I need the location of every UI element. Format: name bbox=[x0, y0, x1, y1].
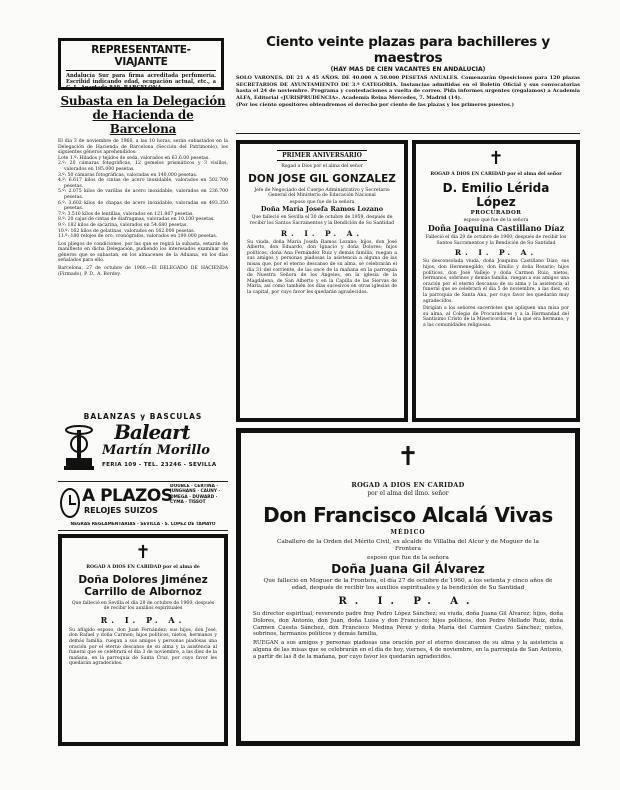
gonzalez-pray-line: Rogad a Dios por el alma del señor bbox=[281, 164, 363, 169]
balanzas-maker: Martín Morillo bbox=[102, 443, 210, 458]
lerida-died: Falleció el día 29 de octubre de 1960, después de recibir los Santos Sacramentos y la Bendición de Su Santidad bbox=[425, 235, 567, 246]
alcala-pray-line2: por el alma del ilmo. señor bbox=[367, 490, 449, 497]
lerida-name: D. Emilio Lérida López bbox=[442, 180, 550, 209]
subasta-lot-item: 3.º: 50 cámaras fotográficas, valoradas en 140.000 pesetas. bbox=[58, 172, 198, 178]
aplazos-line2: RELOJES SUIZOS bbox=[84, 506, 158, 515]
subasta-lot-item: 2.º: 20 cámaras fotográficas, 12 gemelos prismáticos y 3 visillos, valorados en 185.000 pesetas. bbox=[58, 161, 228, 172]
balanzas-address: FERIA 109 - TEL. 23246 - SEVILLA bbox=[102, 462, 217, 468]
lerida-profession: PROCURADOR bbox=[470, 209, 522, 216]
dolores-family: Su afligido esposo, don Juan Fernández; sus hijos, don José, don Rafael y doña Carmen; hijos políticos, nietos, hermanos y demás familia, ruegan a sus amigos y personas piadosas una oración por el eterno descanso de su alma y la asistencia al funeral que se celebrará el día 3 de noviembre, a las diez de la mañana, en la parroquia de Santa Cruz, por cuyo favor les quedarán agradecidos. bbox=[69, 627, 217, 667]
lerida-wife: Doña Joaquina Castillano Díaz bbox=[427, 223, 565, 234]
lerida-ripa: R. I. P. A. bbox=[454, 248, 538, 258]
subasta-lot-item: 11.º: 180 relojes de oro, cronógrafos, valorados en 190.000 pesetas. bbox=[58, 234, 218, 240]
obituary-alcala bbox=[236, 428, 580, 746]
plazas-title: Ciento veinte plazas para bachilleres y maestros bbox=[266, 34, 550, 66]
lerida-note: Dirigían a los señores sacerdotes que apliquen una misa por su alma, al Colegio de Procuradores y a la Hermandad del Santísimo Cristo de la Misericordia, de la que era hermano, y a las comunidades religiosas. bbox=[423, 306, 569, 328]
lerida-pray-line: ROGAD A DIOS EN CARIDAD por el alma del señor bbox=[430, 172, 562, 177]
obituary-lerida bbox=[412, 140, 580, 422]
alcala-family: Su director espiritual, reverendo padre fray Pedro López Sánchez; su viuda, doña Juana Gil Álvarez; hijos, doña Dolores, don Antonio, don Juan, doña Luisa y don Francisco; hijos políticos, don Pedro Mellado Ruiz, doña Carmen Cuesta Sánchez, don Francisco Medina Pérez y doña María del Carmen Castro Sánchez; nietos, sobrinos, hermanos políticos y demás familia, bbox=[253, 611, 563, 638]
gonzalez-family: Su viuda, doña María Josefa Ramos Lozano; hijos, don José Alberto, don Eduardo, don Ignacio y doña Dolores; hijos políticos, doña Ana Fernández Ruiz y demás familia, ruegan a sus amigos y personas piadosas la asistencia a alguna de las misas que, por el eterno descanso de su alma, se celebrarán el día 31 del corriente, de las once de la mañana en la parroquia de Nuestra Señora de los Ángeles, en la iglesia de la Magdalena, de San Alberto y en la Capilla de las Siervas de María, así como también los días sucesivos en otras iglesias de la capital, por cuyo favor les quedarán agradecidos. bbox=[247, 239, 397, 295]
subasta-title: Subasta en la Delegación de Hacienda de Barcelona bbox=[60, 94, 226, 136]
subasta-lot-item: 5.º: 2.075 kilos de varillas de acero inoxidable, valorados en 236.700 pesetas. bbox=[58, 189, 228, 200]
plazas-note: (Por los ciento opositores obtendremos el derecho por ciento de las plazas y los primeros puestos.) bbox=[236, 102, 514, 109]
alcala-honors: Caballero de la Orden del Mérito Civil, ex alcalde de Villalba del Alcor y de Moguer de la Frontera bbox=[276, 539, 539, 552]
dolores-name: Doña Dolores Jiménez Carrillo de Albornoz bbox=[78, 573, 208, 598]
gonzalez-ripa: R. I. P. A. bbox=[280, 228, 364, 238]
lerida-family: Su desconsolada viuda, doña Joaquina Castillano Díaz; sus hijos, don Hermenegildo, don Emilio y doña Rosario; hijos políticos, don José Vallejo y doña Carmen Ruiz; nietos, hermanos, sobrinos y demás familia, ruegan a sus amigos una oración por el eterno descanso de su alma y la asistencia al funeral que se celebrará el día 5 de noviembre, a las diez, en la parroquia de Santa Ana, por cuyo favor les quedarán muy agradecidos. bbox=[423, 259, 569, 304]
watch-icon bbox=[60, 488, 80, 518]
plazas-body: SOLO VARONES. DE 21 A 45 AÑOS. DE 40.000 A 50.000 PESETAS ANUALES. Comenzarán Oposiciones para 120 plazas SECRETARIOS DE AYUNTAMIENTO DE 3.ª CATEGORIA. Instancias admitidas en el Boletín Oficial y sus convocatorias hasta el 24 de noviembre. Programa y contestaciones a vuelta de correo. Pida informes urgentes (regalamos) a Academia ALFA, Editorial «JURISPRUDENCIA». Academia Reina Mercedes, 7. Madrid (14). bbox=[236, 75, 580, 101]
subasta-lot-item: 6.º: 3.602 kilos de chapas de acero inoxidable, valoradas en 493.350 pesetas. bbox=[58, 200, 228, 212]
alcala-ripa: R. I. P. A. bbox=[338, 596, 478, 607]
dolores-died: Que falleció en Sevilla el día 28 de octubre de 1960, después de recibir los auxilios espirituales bbox=[71, 600, 215, 612]
cross-icon: ✝ bbox=[135, 542, 151, 563]
aplazos-footer: NEGRAS REGLAMENTARIAS · SEVILLA · S. LÓPEZ DE TAMAYO bbox=[70, 522, 216, 527]
plazas-ad bbox=[236, 34, 580, 134]
subasta-intro: El día 3 de noviembre de 1960, a las 10 horas, serán subastados en la Delegación de Hacienda de Barcelona (Sección del Patrimonio), los siguientes géneros aprehendidos: bbox=[58, 139, 228, 156]
gonzalez-wife: Doña María Josefa Ramos Lozano bbox=[260, 205, 384, 214]
subasta-date-line: Barcelona, 27 de octubre de 1960.—El DELEGADO DE HACIENDA (Firmado), P. D., A. Bordoy. bbox=[58, 266, 228, 277]
aplazos-brand-list: DOUBLE · CERTINA · JUNGHANS · CAUNY · OMEGA · DUWARD · CYMA · TISSOT bbox=[170, 484, 221, 506]
obituary-gonzalez bbox=[236, 140, 408, 422]
subasta-lot-item: 7.º: 3.510 kilos de lentillas, valorados en 121.867 pesetas. bbox=[58, 211, 194, 217]
gonzalez-name: DON JOSE GIL GONZALEZ bbox=[248, 172, 396, 185]
obituary-dolores bbox=[58, 534, 228, 746]
gonzalez-title: Jefe de Negociado del Cuerpo Administrativo y Secretario General del Ministerio de Educación Nacional bbox=[254, 187, 390, 199]
subasta-lot-list bbox=[58, 156, 228, 240]
cross-icon: ✝ bbox=[488, 148, 504, 169]
alcala-wife: Doña Juana Gil Álvarez bbox=[331, 562, 485, 576]
balanzas-brand: Baleart bbox=[114, 420, 190, 444]
alcala-died: Que falleció en Moguer de la Frontera, el día 27 de octubre de 1960, a los setenta y cinco años de edad, después de recibir los auxilios espirituales y la bendición de Su Santidad bbox=[263, 578, 553, 591]
plazas-subtitle: (HAY MAS DE CIEN VACANTES EN ANDALUCIA) bbox=[330, 66, 486, 73]
alcala-name: Don Francisco Alcalá Vivas bbox=[263, 503, 553, 527]
subasta-lot-item: 9.º: 182 kilos de sacarina, valorados en 54.680 pesetas. bbox=[58, 222, 188, 228]
aplazos-ad bbox=[58, 481, 228, 531]
dolores-ripa: R. I. P. A. bbox=[100, 614, 186, 625]
alcala-request: RUEGAN a sus amigos y personas piadosas una oración por el eterno descanso de su alma y la asistencia a alguna de las misas que se celebrarán en el día de hoy, viernes, 4 de noviembre, en la parroquia de San Antonio, a partir de las 8 de la mañana, por cuyo favor les quedarán agradecidos. bbox=[253, 640, 563, 660]
alcala-pray-line: ROGAD A DIOS EN CARIDAD bbox=[351, 481, 465, 489]
scale-icon bbox=[62, 422, 96, 472]
representante-title: REPRESENTANTE-VIAJANTE bbox=[66, 44, 216, 71]
gonzalez-anniversary: PRIMER ANIVERSARIO bbox=[277, 150, 367, 161]
dolores-pray-line: ROGAD A DIOS EN CARIDAD por el alma de bbox=[86, 565, 200, 570]
subasta-lot-item: Lote 1.º: Hilados y tejidos de seda, valorados en 63.6.00 pesetas. bbox=[58, 155, 210, 161]
subasta-lot-item: 4.º: 6.617 kilos de cintas de acero inoxidable, valorados en 502.700 pesetas. bbox=[58, 178, 228, 189]
subasta-lot-item: 10.º: 162 kilos de gelatinas, valorados en 162.000 pesetas. bbox=[58, 228, 196, 234]
alcala-wife-intro: esposo que fue de la señora bbox=[367, 555, 449, 561]
representante-body: Andalucía Sur para firma acreditada perfumería. Escribid indicando edad, ocupación actual, etc., a C. L. Apartado 849. BARCELONA. bbox=[66, 73, 216, 90]
gonzalez-died: Que falleció en Sevilla el 30 de octubre de 1959, después de recibir los Santos Sacramentos y la Bendición de Su Santidad bbox=[249, 215, 395, 226]
balanzas-ad bbox=[58, 412, 228, 478]
subasta-closing: Los pliegos de condiciones, por las que se regirá la subasta, estarán de manifiesto en dicha Delegación, pudiendo los interesados examinar los géneros que se subastan, en los almacenes de la Aduana, en los días señalados para ello. bbox=[58, 241, 228, 264]
aplazos-headline: A PLAZOS bbox=[82, 486, 173, 506]
alcala-profession: MÉDICO bbox=[390, 529, 426, 536]
cross-icon: ✝ bbox=[397, 442, 419, 472]
balanzas-title: BALANZAS y BASCULAS bbox=[83, 412, 203, 421]
representante-ad bbox=[58, 38, 224, 90]
subasta-lot-item: 8.º: 20 cajas de cintas de diafragmas, valoradas en 10.100 pesetas. bbox=[58, 217, 215, 223]
gonzalez-wife-intro: esposo que fue de la señora bbox=[289, 199, 355, 205]
subasta-article bbox=[58, 94, 228, 424]
lerida-wife-intro: esposo que fue de la señora bbox=[463, 217, 529, 223]
